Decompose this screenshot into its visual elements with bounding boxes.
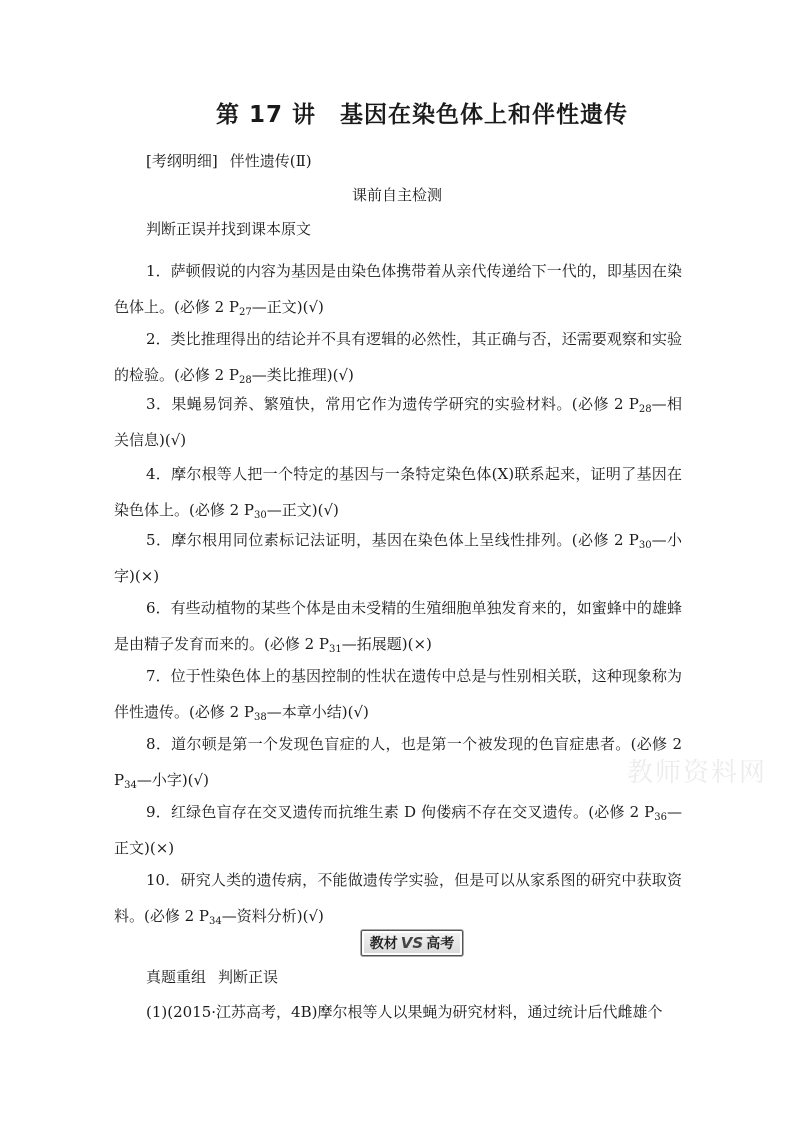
- page-number: 28: [638, 404, 652, 415]
- banner-left-label: 教材: [369, 936, 398, 952]
- source-and-answer: —资料分析)(√): [221, 907, 324, 925]
- watermark: 教师资料网: [627, 758, 768, 788]
- question-text: 2．类比推理得出的结论并不具有逻辑的必然性，其正确与否，还需要观察和实验的检验。(必修 2 P: [114, 330, 682, 384]
- banner-right-label: 高考: [426, 936, 455, 952]
- question-item: [114, 456, 682, 528]
- syllabus-line: [146, 150, 312, 171]
- intro-text: 判断正误并找到课本原文: [146, 220, 312, 238]
- question-item: [114, 794, 682, 866]
- question-text: 1．萨顿假说的内容为基因是由染色体携带着从亲代传递给下一代的，即基因在染色体上。(必修 2 P: [114, 262, 682, 316]
- source-and-answer: —小字)(√): [136, 771, 209, 789]
- question-text: 4．摩尔根等人把一个特定的基因与一条特定染色体(X)联系起来，证明了基因在染色体上。(必修 2 P: [114, 465, 682, 519]
- question-item: [114, 658, 682, 730]
- question-item: [114, 590, 682, 662]
- banner-vs-label: VS: [400, 934, 424, 952]
- source-and-answer: —小字)(×): [114, 531, 682, 585]
- source-and-answer: —正文)(√): [251, 298, 324, 316]
- exam-subheading-content: 判断正误: [218, 968, 279, 986]
- syllabus-content: 伴性遗传(Ⅱ): [229, 152, 312, 170]
- question-text: 10．研究人类的遗传病，不能做遗传学实验，但是可以从家系图的研究中获取资料。(必修 2 P: [114, 871, 682, 925]
- lesson-title: 第 17 讲 基因在染色体上和伴性遗传: [215, 102, 629, 128]
- source-and-answer: —类比推理)(√): [251, 366, 354, 384]
- page-number: 31: [329, 644, 342, 655]
- page-number: 34: [209, 916, 222, 927]
- syllabus-label: [考纲明细]: [146, 152, 218, 170]
- page-number: 38: [254, 712, 267, 723]
- exam-subheading: [146, 966, 278, 987]
- page-number: 28: [239, 375, 252, 386]
- source-and-answer: —正文)(√): [266, 501, 339, 519]
- question-text: 3．果蝇易饲养、繁殖快，常用它作为遗传学研究的实验材料。(必修 2 P: [146, 395, 639, 413]
- source-and-answer: —相关信息)(√): [114, 395, 682, 449]
- page-number: 30: [638, 540, 652, 551]
- page-number: 30: [254, 510, 267, 521]
- exam-subheading-label: 真题重组: [146, 968, 207, 986]
- question-item: [114, 862, 682, 934]
- exam-question-line: (1)(2015·江苏高考，4B)摩尔根等人以果蝇为研究材料，通过统计后代雌雄个: [146, 1003, 663, 1021]
- source-and-answer: —本章小结)(√): [266, 703, 369, 721]
- question-text: 5．摩尔根用同位素标记法证明，基因在染色体上呈线性排列。(必修 2 P: [146, 531, 639, 549]
- textbook-vs-exam-banner: [361, 930, 463, 956]
- question-item: [114, 253, 682, 325]
- page-number: 36: [654, 812, 667, 823]
- source-and-answer: —正文)(×): [114, 803, 682, 857]
- question-item: [114, 522, 682, 594]
- question-text: 7．位于性染色体上的基因控制的性状在遗传中总是与性别相关联，这种现象称为伴性遗传。(必修 2 P: [114, 667, 682, 721]
- source-and-answer: —拓展题)(×): [341, 635, 432, 653]
- question-text: 8．道尔顿是第一个发现色盲症的人，也是第一个被发现的色盲症患者。(必修 2 P: [114, 735, 682, 789]
- question-text: 6．有些动植物的某些个体是由未受精的生殖细胞单独发育来的，如蜜蜂中的雄蜂是由精子发育而来的。(必修 2 P: [114, 599, 682, 653]
- question-item: [114, 321, 682, 393]
- section-title: 课前自主检测: [351, 186, 442, 204]
- question-item: [114, 726, 682, 798]
- page-number: 27: [239, 307, 252, 318]
- question-item: [114, 386, 682, 458]
- page-number: 34: [124, 780, 137, 791]
- question-text: 9．红绿色盲存在交叉遗传而抗维生素 D 佝偻病不存在交叉遗传。(必修 2 P: [146, 803, 655, 821]
